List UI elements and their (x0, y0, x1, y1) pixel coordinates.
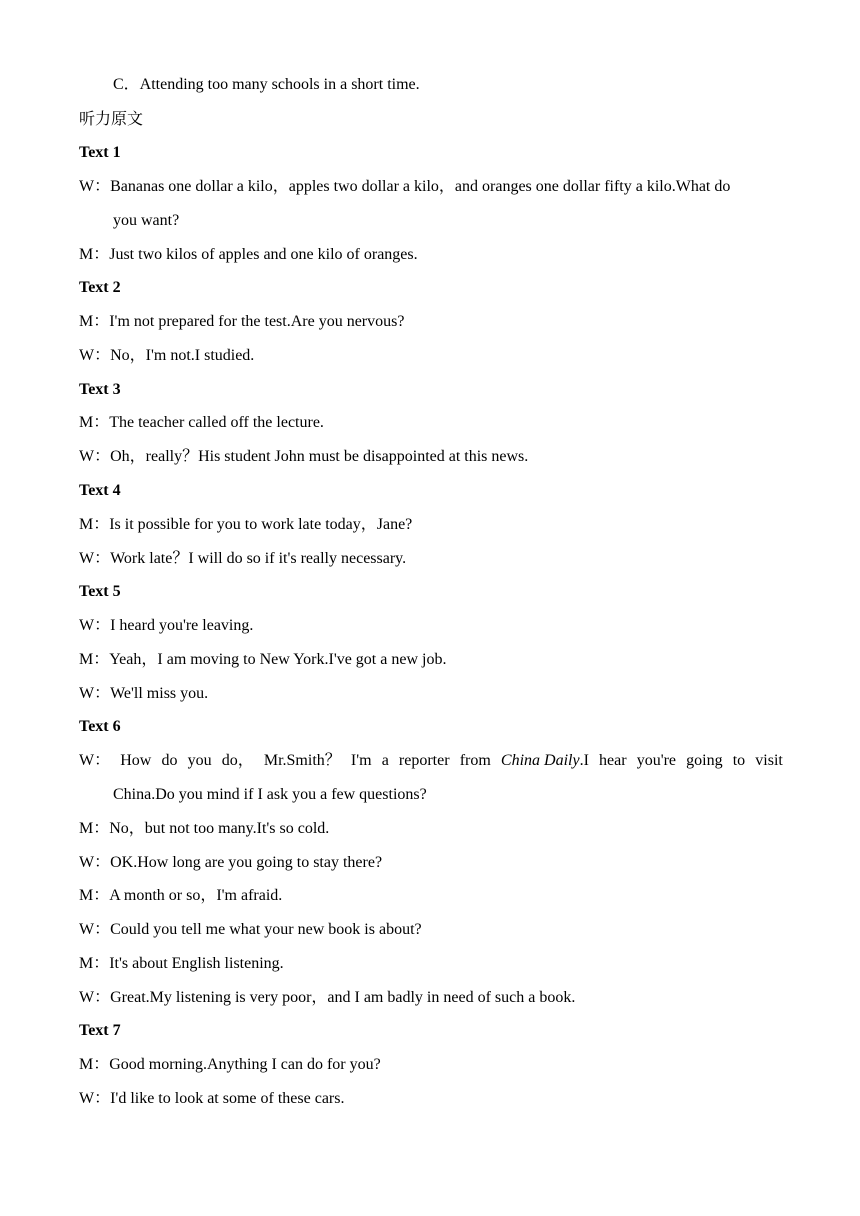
text-5-line-2: M：Yeah，I am moving to New York.I've got a new job. (79, 651, 447, 668)
text-6-heading: Text 6 (79, 718, 121, 735)
text-2-line-2: W：No，I'm not.I studied. (79, 347, 255, 364)
text-6-word: a (381, 752, 389, 769)
text-4-line-2: W：Work late？I will do so if it's really necessary. (79, 550, 407, 567)
text-1-line-1: W：Bananas one dollar a kilo，apples two dollar a kilo，and oranges one dollar fifty a kilo.What do (79, 178, 731, 195)
text-3-line-1: M：The teacher called off the lecture. (79, 414, 324, 431)
text-3-line-2: W：Oh，really？His student John must be disappointed at this news. (79, 448, 529, 465)
newspaper-name-group (501, 751, 589, 771)
text-6-line-3: W：OK.How long are you going to stay there? (79, 854, 383, 871)
text-6-word: you (187, 752, 212, 769)
section-title: 听力原文 (79, 109, 144, 128)
text-6-word: Mr.Smith？ (263, 752, 341, 769)
text-5-heading: Text 5 (79, 583, 121, 600)
text-6-line-4: M：A month or so，I'm afraid. (79, 887, 283, 904)
text-5-line-1: W：I heard you're leaving. (79, 617, 254, 634)
text-4-line-1: M：Is it possible for you to work late today，Jane? (79, 516, 413, 533)
text-6-word: hear (599, 752, 627, 769)
text-6-word: do (161, 752, 178, 769)
text-6-line-1 (79, 751, 783, 771)
text-2-line-1: M：I'm not prepared for the test.Are you nervous? (79, 313, 405, 330)
text-6-line-2: M：No，but not too many.It's so cold. (79, 820, 330, 837)
text-6-word: to (732, 752, 746, 769)
text-6-word: .I (579, 752, 589, 769)
text-6-word: from (459, 752, 491, 769)
text-6-word: do， (221, 752, 254, 769)
text-6-word: you're (636, 752, 677, 769)
text-6-line-1-continued: China.Do you mind if I ask you a few questions? (113, 786, 427, 803)
text-7-line-2: W：I'd like to look at some of these cars. (79, 1090, 345, 1107)
text-6-word: reporter (398, 752, 450, 769)
newspaper-name: China Daily (500, 752, 580, 769)
text-6-word: I'm (350, 752, 372, 769)
text-2-heading: Text 2 (79, 279, 121, 296)
text-6-word: visit (755, 752, 783, 769)
text-1-heading: Text 1 (79, 144, 121, 161)
text-4-heading: Text 4 (79, 482, 121, 499)
option-c: C．Attending too many schools in a short time. (113, 76, 420, 93)
text-5-line-3: W：We'll miss you. (79, 685, 209, 702)
text-6-line-7: W：Great.My listening is very poor，and I am badly in need of such a book. (79, 989, 576, 1006)
text-6-line-6: M：It's about English listening. (79, 955, 284, 972)
text-6-word: W： (79, 752, 111, 769)
text-6-line-5: W：Could you tell me what your new book is about? (79, 921, 422, 938)
text-1-line-2: M：Just two kilos of apples and one kilo of oranges. (79, 246, 418, 263)
text-6-word: going (686, 752, 723, 769)
text-3-heading: Text 3 (79, 381, 121, 398)
text-1-line-1-continued: you want? (113, 212, 180, 229)
text-6-word: How (120, 752, 152, 769)
text-7-line-1: M：Good morning.Anything I can do for you? (79, 1056, 381, 1073)
text-7-heading: Text 7 (79, 1022, 121, 1039)
